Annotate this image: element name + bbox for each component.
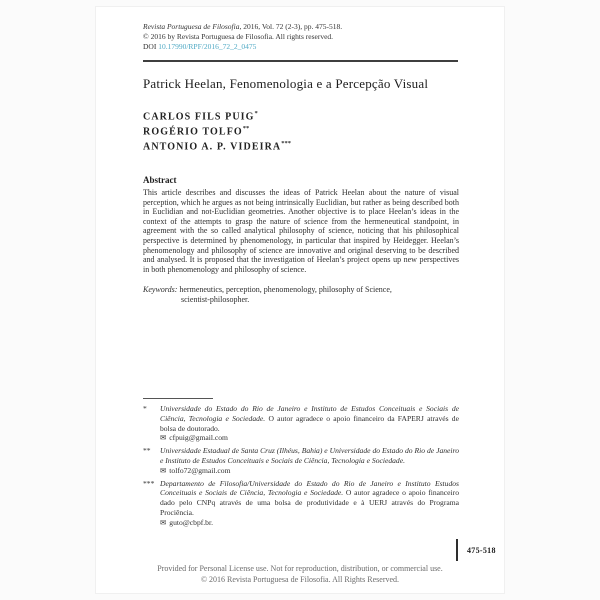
journal-citation: , 2016, Vol. 72 (2-3), pp. 475-518.	[239, 22, 343, 31]
footnote-email: tolfo72@gmail.com	[169, 465, 231, 475]
doi-label: DOI	[143, 42, 157, 51]
journal-citation-line	[143, 22, 473, 32]
footnote-mark: *	[143, 404, 147, 413]
page-range-text: 475-518	[467, 545, 496, 555]
author-mark: *	[254, 110, 258, 117]
footnote-email: guto@cbpf.br.	[169, 517, 213, 527]
footer-copyright-line: © 2016 Revista Portuguesa de Filosofia. All Rights Reserved.	[200, 574, 400, 584]
author-mark: ***	[281, 139, 291, 147]
email-icon: ✉	[160, 517, 167, 527]
email-icon: ✉	[160, 433, 167, 443]
footnote-email-line	[160, 466, 459, 476]
journal-name: Revista Portuguesa de Filosofia	[143, 22, 240, 31]
journal-reference	[143, 22, 473, 52]
author-mark: **	[242, 124, 250, 132]
license-line: Provided for Personal License use. Not for reproduction, distribution, or commercial use.	[157, 564, 443, 573]
footnote	[143, 446, 459, 475]
footnote	[143, 404, 459, 443]
footnote-email: cfpuig@gmail.com	[169, 433, 228, 443]
keywords-line: scientist-philosopher.	[181, 295, 250, 304]
page-range-badge	[456, 539, 496, 561]
doi-line	[143, 42, 473, 52]
keywords-line	[143, 285, 465, 295]
footnote-email-line	[160, 518, 459, 528]
page-range-bar	[456, 539, 458, 561]
header-divider	[143, 60, 458, 62]
footnote	[143, 479, 459, 528]
author-line	[143, 123, 291, 138]
author-list	[143, 108, 291, 152]
keywords-text: hermeneutics, perception, phenomenology, philosophy of Science,	[179, 285, 392, 294]
abstract-text: This article describes and discusses the ideas of Patrick Heelan about the nature of visual perception, which he argues as not being intrinsically Euclidian, but rather as being described both in Euclidian and not-Euclidian geometries. Another objective is to place Heelan’s ideas in the context of the attempts to grasp the nature of science from the hermeneutical standpoint, in agreement with the so called analytical philosophy of science, noticing that his philosophical perspective is determined by phenomenology, in particular that inspired by Heidegger. Heelan’s phenomenology and philosophy of science are innovative and original deserving to be described and analysed. It is proposed that the investigation of Heelan’s project opens up new perspectives in both phenomenology and philosophy of science.	[143, 188, 459, 274]
abstract-heading: Abstract	[143, 175, 177, 185]
footnote-institution: Universidade Estadual de Santa Cruz (Ilhéus, Bahia) e Universidade do Estado do Rio de Janeiro e Instituto de Estudos Conceituais e Sociais de Ciência, Tecnologia e Sociedade.	[160, 446, 459, 465]
copyright-line: © 2016 by Revista Portuguesa de Filosofia. All rights reserved.	[143, 32, 334, 41]
footnote-acknowledgment: O autor agradece o apoio financeiro da FAPERJ através de bolsa de doutorado.	[160, 413, 459, 433]
author-line	[143, 138, 291, 153]
footnote-email-line	[160, 433, 459, 443]
author-line	[143, 108, 291, 123]
doi-link[interactable]: 10.17990/RPF/2016_72_2_0475	[158, 42, 257, 51]
footnote-institution: Departamento de Filosofia/Universidade do Estado do Rio de Janeiro e Instituto Estudos Conceituais e Sociais de Ciência, Tecnologia e Sociedade.	[160, 478, 459, 498]
article-title: Patrick Heelan, Fenomenologia e a Percepção Visual	[143, 76, 429, 91]
footnote-acknowledgment: O autor agradece o apoio financeiro dado pelo CNPq através de uma bolsa de produtividade e à UERJ através do Programa Prociência.	[160, 488, 459, 517]
keywords-label: Keywords:	[143, 285, 178, 294]
author-name: CARLOS FILS PUIG	[143, 111, 255, 123]
author-name: ROGÉRIO TOLFO	[143, 126, 243, 138]
footnote-mark: ***	[143, 478, 155, 488]
footnote-divider	[143, 398, 213, 399]
footnote-mark: **	[143, 446, 151, 456]
keywords-block	[143, 285, 465, 305]
footnotes	[143, 404, 459, 531]
footnote-institution: Universidade do Estado do Rio de Janeiro e Instituto de Estudos Conceituais e Sociais de Ciência, Tecnologia e Sociedade.	[160, 404, 459, 423]
email-icon: ✉	[160, 465, 167, 475]
author-name: ANTONIO A. P. VIDEIRA	[143, 140, 282, 152]
license-footer	[95, 564, 505, 585]
